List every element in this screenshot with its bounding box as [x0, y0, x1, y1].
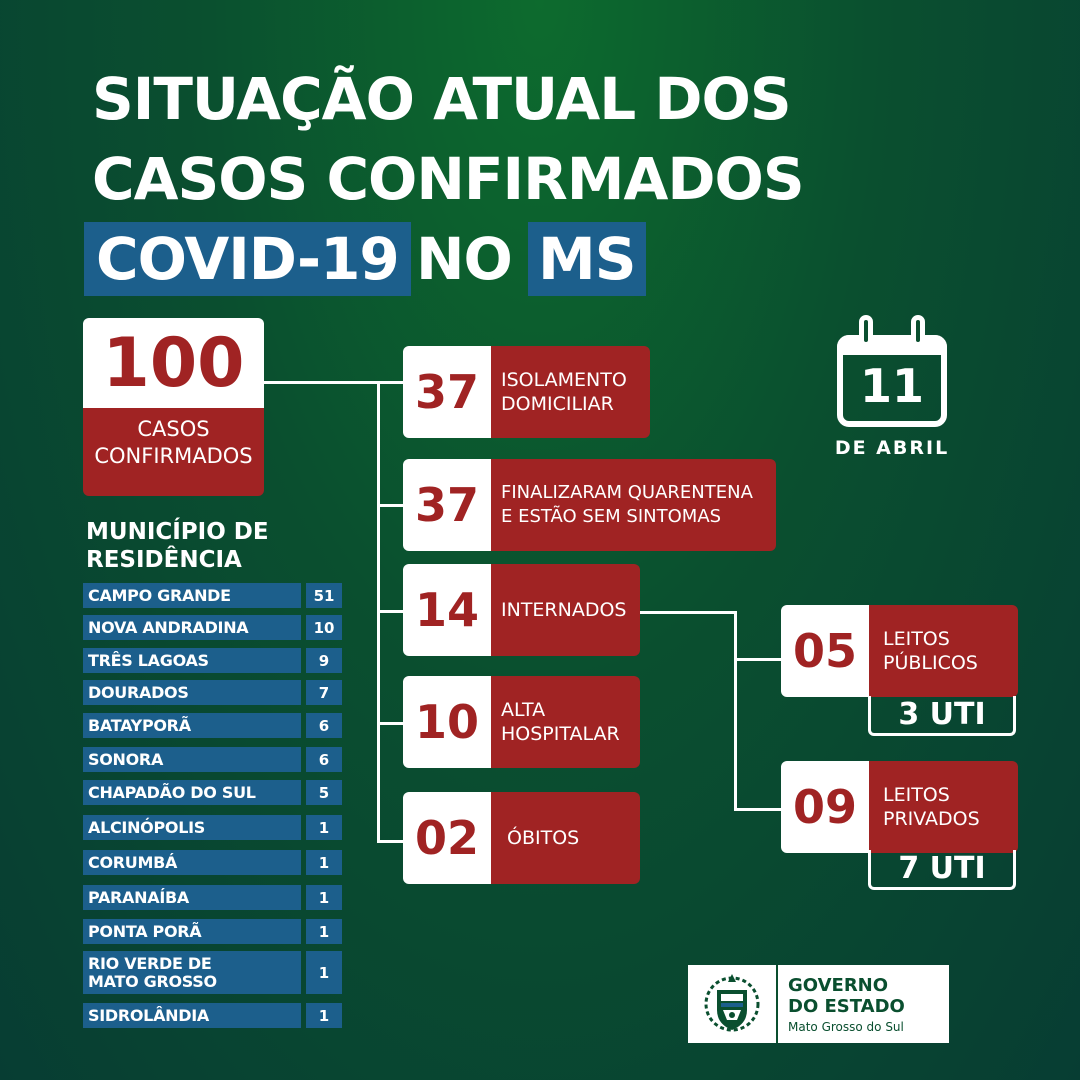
municipality-name: ALCINÓPOLIS: [83, 815, 301, 840]
municipality-name: DOURADOS: [83, 680, 301, 705]
municipality-title: [86, 518, 269, 574]
stat-label: [491, 792, 640, 884]
municipality-name: SIDROLÂNDIA: [83, 1003, 301, 1028]
logo-line-2: DO ESTADO: [788, 995, 905, 1017]
stat-label-line2: PÚBLICOS: [883, 652, 978, 674]
municipality-count: 9: [306, 648, 342, 673]
municipality-name: CHAPADÃO DO SUL: [83, 780, 301, 805]
title-ms-highlight: [528, 222, 646, 296]
municipality-name: [83, 951, 301, 994]
total-label-line1: CASOS: [137, 417, 210, 441]
logo-line-1: GOVERNO: [788, 974, 889, 996]
connector-beds-public: [734, 658, 782, 661]
list-item: [83, 713, 342, 738]
stat-label-line1: LEITOS: [883, 784, 950, 806]
stat-value: 14: [403, 564, 491, 656]
stat-public-beds: [781, 605, 1018, 697]
stat-label-line2: E ESTÃO SEM SINTOMAS: [501, 506, 722, 527]
municipality-title-line1: MUNICÍPIO DE: [86, 519, 269, 545]
title-covid-highlight: [84, 222, 411, 296]
total-label-line2: CONFIRMADOS: [94, 444, 253, 468]
municipality-count: 1: [306, 951, 342, 994]
municipality-name: TRÊS LAGOAS: [83, 648, 301, 673]
government-logo: [688, 965, 949, 1043]
municipality-name: PARANAÍBA: [83, 885, 301, 910]
municipality-count: 6: [306, 713, 342, 738]
stat-discharged: [403, 676, 640, 768]
stat-finished-quarantine: [403, 459, 776, 551]
stat-label: [491, 676, 640, 768]
municipality-count: 5: [306, 780, 342, 805]
stat-label: [869, 761, 1018, 853]
total-cases-card: [83, 318, 264, 496]
stat-label: [491, 346, 650, 438]
public-icu-count: 3 UTI: [868, 696, 1016, 736]
total-cases-label: [83, 408, 264, 496]
logo-line-3: Mato Grosso do Sul: [788, 1019, 904, 1034]
connector-branch-1: [377, 504, 404, 507]
stat-label-line2: PRIVADOS: [883, 808, 980, 830]
private-icu-count: 7 UTI: [868, 850, 1016, 890]
stat-label: [869, 605, 1018, 697]
calendar-ring-left: [859, 315, 873, 347]
municipality-count: 1: [306, 885, 342, 910]
calendar-icon: [837, 315, 947, 427]
connector-branch-4: [377, 840, 404, 843]
municipality-count: 6: [306, 747, 342, 772]
logo-text: [778, 975, 905, 1034]
list-item: [83, 885, 342, 910]
municipality-name: SONORA: [83, 747, 301, 772]
municipality-count: 1: [306, 1003, 342, 1028]
list-item: [83, 850, 342, 875]
list-item: [83, 583, 342, 608]
municipality-count: 51: [306, 583, 342, 608]
municipality-name: BATAYPORÃ: [83, 713, 301, 738]
stat-label-line1: ISOLAMENTO: [501, 369, 627, 391]
calendar-header-band: [837, 335, 947, 355]
stat-value: 37: [403, 346, 491, 438]
stat-label-line1: INTERNADOS: [501, 599, 627, 621]
connector-branch-2: [377, 610, 404, 613]
stat-label: [491, 564, 640, 656]
municipality-name: CAMPO GRANDE: [83, 583, 301, 608]
list-item: [83, 747, 342, 772]
title-line-2: CASOS CONFIRMADOS: [92, 145, 804, 213]
list-item: [83, 1003, 342, 1028]
stat-value: 02: [403, 792, 491, 884]
municipality-name: PONTA PORÃ: [83, 919, 301, 944]
stat-home-isolation: [403, 346, 650, 438]
stat-label: [491, 459, 776, 551]
stat-label-line1: LEITOS: [883, 628, 950, 650]
list-item: [83, 815, 342, 840]
connector-beds-private: [734, 808, 782, 811]
stat-hospitalized: [403, 564, 640, 656]
list-item: [83, 680, 342, 705]
title-line-1: SITUAÇÃO ATUAL DOS: [92, 65, 791, 133]
municipality-count: 10: [306, 615, 342, 640]
municipality-name: NOVA ANDRADINA: [83, 615, 301, 640]
stat-value: 09: [781, 761, 869, 853]
connector-branch-3: [377, 722, 404, 725]
calendar-month: DE ABRIL: [834, 437, 950, 459]
list-item: [83, 919, 342, 944]
municipality-name-line2: MATO GROSSO: [88, 971, 217, 991]
stat-label-line1: ÓBITOS: [507, 827, 580, 849]
stat-label-line2: HOSPITALAR: [501, 723, 620, 745]
stat-value: 10: [403, 676, 491, 768]
municipality-name: CORUMBÁ: [83, 850, 301, 875]
stat-private-beds: [781, 761, 1018, 853]
municipality-count: 1: [306, 919, 342, 944]
municipality-count: 1: [306, 850, 342, 875]
municipality-title-line2: RESIDÊNCIA: [86, 547, 242, 573]
municipality-count: 7: [306, 680, 342, 705]
title-covid: COVID-19: [84, 222, 411, 296]
calendar-day: 11: [859, 359, 924, 413]
list-item: [83, 648, 342, 673]
list-item: [83, 615, 342, 640]
municipality-name-line1: RIO VERDE DE: [88, 953, 212, 973]
list-item: [83, 951, 342, 994]
total-cases-value: 100: [83, 318, 264, 408]
connector-beds-vertical: [734, 611, 737, 811]
title-ms: MS: [528, 222, 646, 296]
title-no: NO: [416, 225, 512, 293]
stat-value: 05: [781, 605, 869, 697]
stat-label-line1: FINALIZARAM QUARENTENA: [501, 482, 753, 503]
stat-label-line1: ALTA: [501, 699, 546, 721]
list-item: [83, 780, 342, 805]
stat-label-line2: DOMICILIAR: [501, 393, 614, 415]
stat-value: 37: [403, 459, 491, 551]
calendar-ring-right: [911, 315, 925, 347]
connector-beds-horizontal: [640, 611, 736, 614]
connector-main-horizontal: [264, 381, 404, 384]
municipality-count: 1: [306, 815, 342, 840]
state-emblem-icon: [688, 965, 778, 1043]
stat-deaths: [403, 792, 640, 884]
